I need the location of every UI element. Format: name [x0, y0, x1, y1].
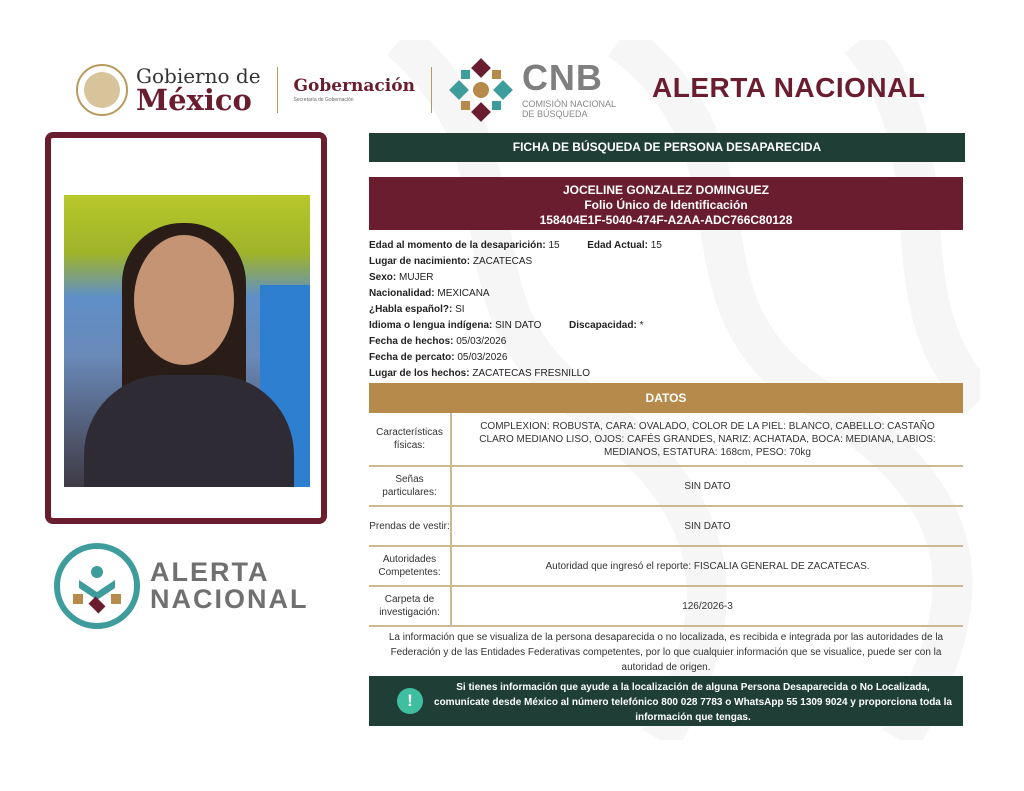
cnb-subtext-2: DE BÚSQUEDA	[521, 109, 588, 119]
gobernacion-text: Gobernación	[293, 75, 415, 96]
ficha-title: FICHA DE BÚSQUEDA DE PERSONA DESAPARECIDA	[369, 133, 965, 162]
gobierno-line2: México	[136, 82, 252, 117]
divider	[431, 67, 432, 113]
cnb-emblem-icon	[448, 57, 514, 123]
field-label: ¿Habla español?:	[369, 304, 453, 315]
folio-value: 158404E1F-5040-474F-A2AA-ADC766C80128	[539, 213, 793, 227]
field-label: Fecha de percato:	[369, 352, 455, 363]
datos-value: COMPLEXION: ROBUSTA, CARA: OVALADO, COLOR DE LA PIEL: BLANCO, CABELLO: CASTAÑO CLARO MEDIANO LISO, OJOS: CAFÉS GRANDES, NARIZ: ACHATADA, BOCA: MEDIANA, LABIOS: MEDIANOS, ESTATURA: 168cm, PESO: 70kg	[451, 413, 963, 466]
field-value: SIN DATO	[495, 320, 542, 331]
field-value: ZACATECAS	[472, 256, 533, 267]
mexico-seal-icon	[76, 64, 128, 116]
field-value: 05/03/2026	[457, 352, 508, 363]
field-value: MUJER	[399, 272, 434, 283]
table-row	[369, 546, 963, 586]
person-photo	[64, 195, 310, 487]
person-name: JOCELINE GONZALEZ DOMINGUEZ	[562, 183, 769, 197]
field-label: Edad Actual:	[587, 240, 648, 251]
field-label: Edad al momento de la desaparición:	[369, 240, 546, 251]
alerta-emblem-icon	[54, 543, 140, 629]
gobernacion-subtext: Secretaría de Gobernación	[293, 96, 354, 103]
gobernacion-logo	[293, 75, 415, 103]
person-header	[369, 177, 963, 230]
datos-key: Prendas de vestir:	[369, 506, 451, 546]
person-fields	[369, 238, 662, 382]
alerta-nacional-title: ALERTA NACIONAL	[652, 72, 926, 103]
disclaimer-text: La información que se visualiza de la persona desaparecida o no localizada, es recibida e integrada por las autoridades de la Federación y de las Entidades Federativas competentes, por lo que cualquier información que se visualice, puede ser con la autoridad de origen.	[388, 632, 944, 673]
field-label: Fecha de hechos:	[369, 336, 454, 347]
field-label: Lugar de los hechos:	[369, 368, 470, 379]
datos-key: Señas particulares:	[369, 466, 451, 506]
alerta-nacional-logo	[54, 543, 309, 629]
datos-table	[369, 413, 963, 627]
field-value: 15	[650, 240, 662, 251]
field-value: MEXICANA	[437, 288, 490, 299]
table-row	[369, 466, 963, 506]
datos-value: 126/2026-3	[451, 586, 963, 626]
datos-key: Autoridades Competentes:	[369, 546, 451, 586]
field-value: *	[639, 320, 644, 331]
alerta-logo-line2: NACIONAL	[150, 584, 309, 614]
cnb-subtext-1: COMISIÓN NACIONAL	[521, 99, 616, 110]
table-row	[369, 586, 963, 626]
alerta-logo-line1: ALERTA	[150, 557, 270, 587]
datos-value: SIN DATO	[451, 506, 963, 546]
photo-frame	[45, 132, 327, 524]
datos-value: SIN DATO	[451, 466, 963, 506]
datos-title: DATOS	[369, 383, 963, 413]
gobierno-line1: Gobierno de	[136, 63, 261, 88]
field-label: Sexo:	[369, 272, 397, 283]
contact-info-text: Si tienes información que ayude a la localización de alguna Persona Desaparecida o No Localizada, comunícate desde México al número telefónico 800 028 7783 o WhatsApp 55 1309 9024 y proporciona toda la información que tengas.	[434, 682, 952, 723]
datos-key: Carpeta de investigación:	[369, 586, 451, 626]
datos-value: Autoridad que ingresó el reporte: FISCALIA GENERAL DE ZACATECAS.	[451, 546, 963, 586]
search-card	[40, 40, 980, 740]
field-value: 15	[548, 240, 560, 251]
field-value: SI	[455, 304, 465, 315]
table-row	[369, 413, 963, 466]
field-value: 05/03/2026	[456, 336, 507, 347]
datos-key: Características físicas:	[369, 413, 451, 466]
gobierno-de-mexico-logo	[136, 63, 261, 117]
field-label: Discapacidad:	[569, 320, 637, 331]
divider	[277, 67, 278, 113]
contact-info-banner	[369, 676, 963, 726]
table-row	[369, 506, 963, 546]
field-label: Lugar de nacimiento:	[369, 256, 471, 267]
field-value: ZACATECAS FRESNILLO	[472, 368, 590, 379]
field-label: Nacionalidad:	[369, 288, 435, 299]
cnb-logo	[448, 57, 616, 123]
folio-label: Folio Único de Identificación	[584, 198, 748, 212]
field-label: Idioma o lengua indígena:	[369, 320, 493, 331]
header-logos	[76, 57, 616, 119]
alert-exclamation-icon: !	[397, 688, 423, 714]
cnb-text: CNB	[521, 57, 603, 99]
